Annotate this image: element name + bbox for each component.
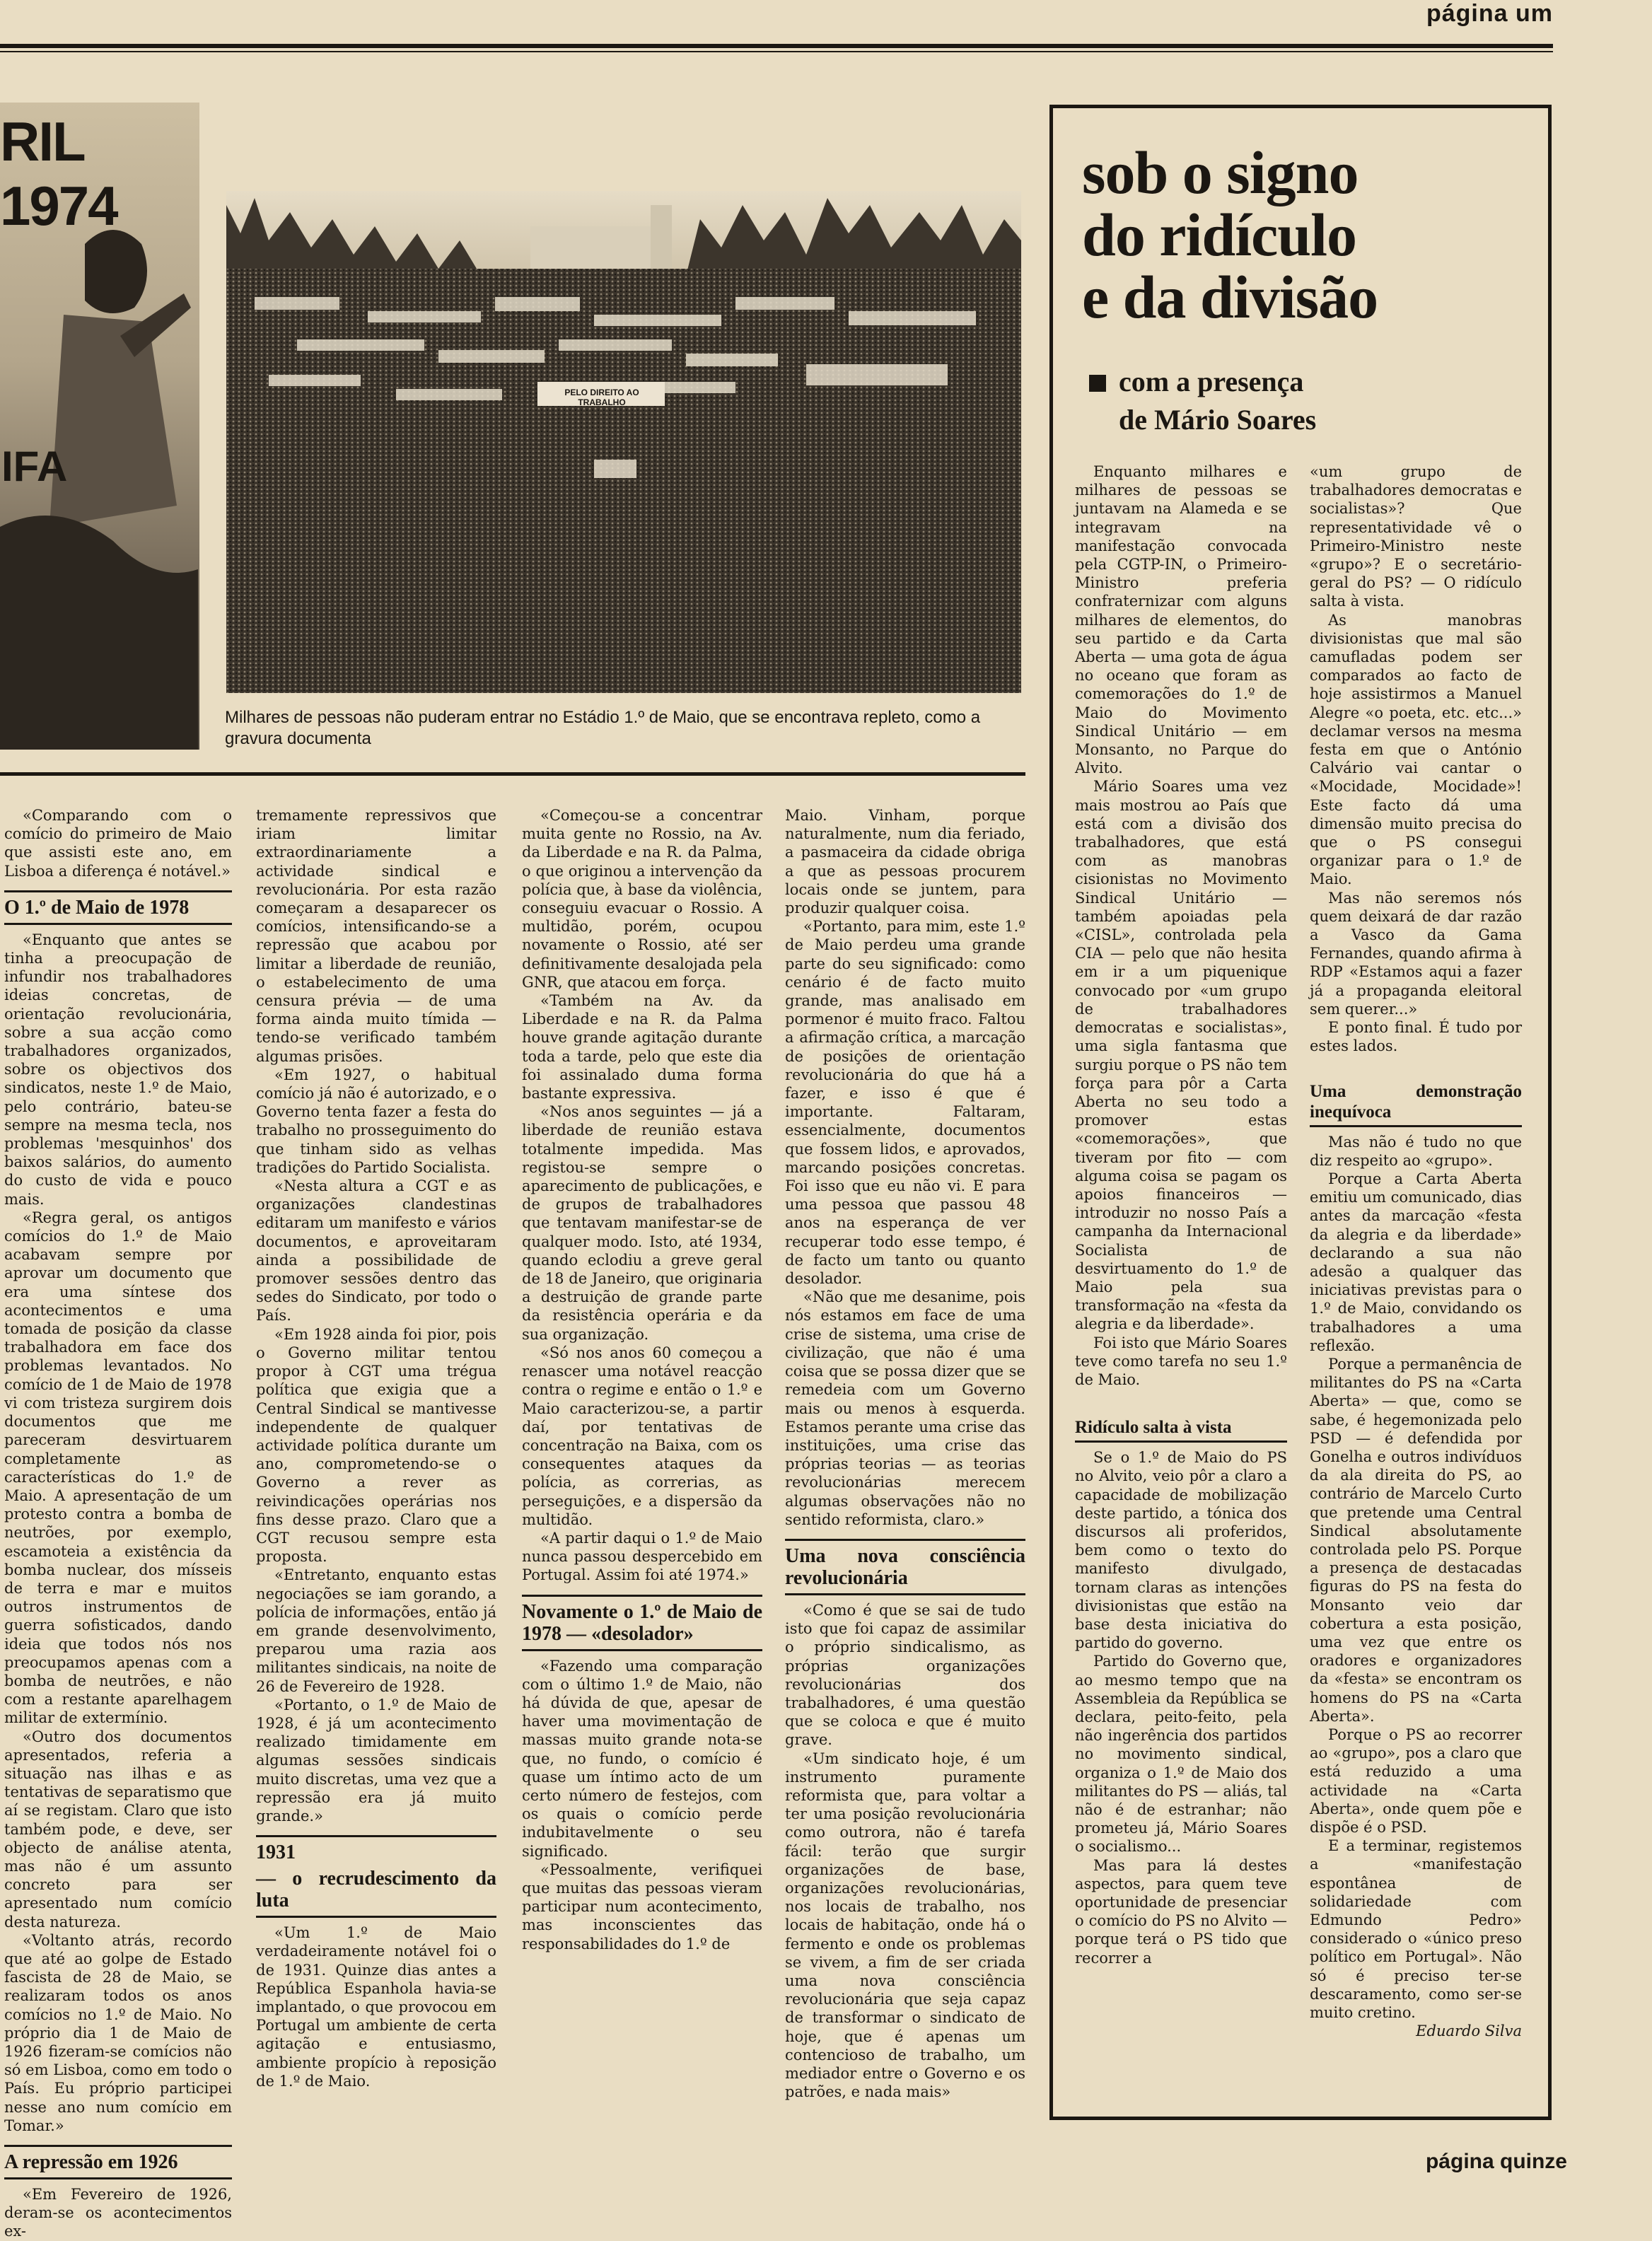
subhead-recrudescimento: — o recrudescimento da luta	[256, 1868, 496, 1918]
article-paragraph: «Outro dos documentos apresentados, referia a situação nas ilhas e as tentativas de separatismo que aí se registam. Claro que isto também pode, e deve, ser objecto de análise atenta, mas não é um assunto concreto para ser apresentado num comício desta natureza.	[4, 1728, 232, 1931]
article-paragraph: «Regra geral, os antigos comícios do 1.º de Maio acabavam sempre por aprovar um documento que era uma síntese dos acontecimentos e uma tomada de posição da classe trabalhadora em face dos problemas levantados. No comício de 1 de Maio de 1978 vi com tristeza surgirem dois documentos que me pareceram desvirtuarem completamente as características do 1.º de Maio. A apresentação de um protesto contra a bomba de neutrões, por exemplo, escamoteia a existência da bomba nuclear, dos mísseis de terra e mar e muitos outros instrumentos de guerra sofisticados, dando ideia que todos nós nos preocupamos apenas com a bomba de neutrões, e não com a restante aparelhagem militar de extermínio.	[4, 1209, 232, 1727]
feature-subtitle-line-2: de Mário Soares	[1119, 404, 1317, 436]
article-paragraph: «Não que me desanime, pois nós estamos em face de uma crise de sistema, uma crise de civilização, que não é uma coisa que se possa dizer que se remedeia com um Governo mais ou menos à esquerda. Estamos perante uma crise das instituições, uma crise das próprias teorias — as teorias revolucionárias merecem algumas observações não no sentido reformista, claro.»	[785, 1288, 1025, 1528]
feature-title-line-1: sob o signo	[1082, 139, 1359, 206]
page-label: página um	[1426, 0, 1553, 27]
top-rule-thin	[0, 51, 1553, 52]
article-paragraph: «Enquanto que antes se tinha a preocupação de infundir nos trabalhadores ideias concretas, de orientação revolucionária, sobre a sua acção como trabalhadores organizados, sobre os objectivos dos sindicatos, neste 1.º de Maio, pelo contrário, bateu-se sempre na mesma tecla, nos problemas 'mesquinhos' dos baixos salários, do aumento do custo de vida e pouco mais.	[4, 931, 232, 1208]
poster-text: RIL 1974	[0, 110, 117, 237]
subhead-demonstracao: Uma demonstração inequívoca	[1310, 1081, 1522, 1127]
article-paragraph: «Nesta altura a CGT e as organizações clandestinas editaram um manifesto e vários documentos, e aproveitaram ainda a possibilidade de promover sessões dentro das sedes do Sindicato, por todo o País.	[256, 1177, 496, 1325]
feature-paragraph: Mas não seremos nós quem deixará de dar razão a Vasco da Gama Fernandes, quando afirma à RDP «Estamos aqui a fazer já a propaganda eleitoral sem querer...»	[1310, 889, 1522, 1018]
article-paragraph: «Voltanto atrás, recordo que até ao golpe de Estado fascista de 28 de Maio, se realizaram todos os anos comícios no 1.º de Maio. No próprio dia 1 de Maio de 1926 fizeram-se comícios não só em Lisboa, como em todo o País. Eu próprio participei nesse ano num comício em Tomar.»	[4, 1931, 232, 2134]
subhead-1978: O 1.º de Maio de 1978	[4, 890, 232, 925]
feature-paragraph: E a terminar, registemos a «manifestação espontânea de solidariedade com Edmundo Pedro» considerado o «único preso político em Portugal». Não só é preciso ter-se descaramento, como ser-se muito cretino.	[1310, 1837, 1522, 2022]
article-paragraph: «Um 1.º de Maio verdadeiramente notável foi o de 1931. Quinze dias antes a República Espanhola havia-se implantado, o que provocou em Portugal um ambiente de certa agitação e entusiasmo, ambiente propício à reposição de 1.º de Maio.	[256, 1924, 496, 2090]
feature-paragraph: Porque o PS ao recorrer ao «grupo», pos a claro que está reduzido a uma actividade na «Carta Aberta», onde quem põe e dispõe é o PSD.	[1310, 1726, 1522, 1837]
bullet-square-icon	[1089, 375, 1106, 392]
subhead-nova-consciencia: Uma nova consciência revolucionária	[785, 1539, 1025, 1595]
feature-paragraph: Porque a Carta Aberta emitiu um comunicado, dias antes da marcação «festa da alegria e da liberdade» declarando a sua não adesão a qualquer das iniciativas previstas para o 1.º de Maio, convidando os trabalhadores a uma reflexão.	[1310, 1170, 1522, 1354]
article-paragraph: «Em 1927, o habitual comício já não é autorizado, e o Governo tenta fazer a festa do trabalho no prosseguimento do que tinham sido as velhas tradições do Partido Socialista.	[256, 1066, 496, 1176]
feature-title-line-3: e da divisão	[1082, 263, 1378, 331]
footer-page-label: página quinze	[1425, 2150, 1567, 2173]
feature-paragraph: Se o 1.º de Maio do PS no Alvito, veio pôr a claro a capacidade de mobilização deste partido, a tónica dos discursos ali proferidos, bem como o texto do manifesto divulgado, tornam claras as intenções divisionistas que estão na base desta iniciativa do partido do governo.	[1075, 1449, 1287, 1652]
feature-paragraph: Mas para lá destes aspectos, para quem teve oportunidade de presenciar o comício do PS no Alvito — porque terá o PS tido que recorrer a	[1075, 1856, 1287, 1967]
article-paragraph: «Também na Av. da Liberdade e na R. da Palma houve grande agitação durante toda a tarde, pelo que este dia foi assinalado duma forma bastante expressiva.	[522, 992, 762, 1102]
feature-col-right	[1310, 462, 1522, 2040]
article-paragraph: «Entretanto, enquanto estas negociações se iam gorando, a polícia de informações, então já em grande desenvolvimento, preparou uma razia aos militantes sindicais, na noite de 26 de Fevereiro de 1928.	[256, 1566, 496, 1695]
article-paragraph: «Portanto, para mim, este 1.º de Maio perdeu uma grande parte do seu significado: como cenário é de facto muito grande, mas analisado em pormenor é muito fraco. Faltou a afirmação crítica, a marcação de posições de orientação revolucionária do que há a fazer, e isso é que é importante. Faltaram, essencialmente, documentos que fossem lidos, e aprovados, marcando posições concretas. Foi isso que eu não vi. E para uma pessoa que passou 48 anos na esperança de ver recuperar todo esse tempo, é de facto um tanto ou quanto desolador.	[785, 918, 1025, 1288]
crowd-illustration	[226, 191, 1021, 693]
feature-paragraph: E ponto final. É tudo por estes lados.	[1310, 1019, 1522, 1055]
feature-paragraph: Mário Soares uma vez mais mostrou ao País que está com a divisão dos trabalhadores, que está com as manobras cisionistas no Movimento Sindical Unitário — também apoiadas pela «CISL», controlada pela CIA — pelo que não hesita em ir a um piquenique convocado por «um grupo de trabalhadores democratas e socialistas», uma sigla fantasma que surgiu porque o PS não tem força para pôr a Carta Aberta no seu todo a promover estas «comemorações», que tiveram por fito — com alguma coisa se pagam os apoios financeiros — introduzir no nosso País a campanha da Internacional Socialista de desvirtuamento do 1.º de Maio pela sua transformação na «festa da alegria e da liberdade».	[1075, 778, 1287, 1333]
author-signature: Eduardo Silva	[1416, 2022, 1522, 2040]
article-paragraph: «Comparando com o comício do primeiro de Maio que assisti este ano, em Lisboa a diferença é notável.»	[4, 807, 232, 880]
feature-paragraph: «um grupo de trabalhadores democratas e socialistas»? Que representatividade vê o Primeiro-Ministro neste «grupo»? E o secretário-geral do PS? — O ridículo salta à vista.	[1310, 463, 1522, 610]
banner-text: PELO DIREITO AO TRABALHO	[564, 388, 639, 407]
subhead-1931: 1931	[256, 1835, 496, 1868]
feature-title-line-2: do ridículo	[1082, 201, 1357, 269]
article-col-2	[256, 806, 496, 2090]
subhead-novamente: Novamente o 1.º de Maio de 1978 — «desolador»	[522, 1595, 762, 1651]
photo-caption: Milhares de pessoas não puderam entrar no Estádio 1.º de Maio, que se encontrava repleto, como a gravura documenta	[225, 708, 981, 748]
feature-paragraph: As manobras divisionistas que mal são camufladas podem ser comparados ao facto de hoje assistirmos a Manuel Alegre «o poeta, etc. etc...» declamar versos na mesma festa em que o António Calvário vai cantar o «Mocidade, Mocidade»! Este facto dá uma dimensão muito precisa do que o PS consegui organizar para o 1.º de Maio.	[1310, 611, 1522, 888]
article-paragraph: «Começou-se a concentrar muita gente no Rossio, na Av. da Liberdade e na R. da Palma, o que originou a intervenção da polícia que, à base da violência, conseguiu evacuar o Rossio. A multidão, porém, ocupou novamente o Rossio, até ser definitivamente desalojada pela GNR, que atacou em força.	[522, 807, 762, 991]
article-paragraph: «Nos anos seguintes — já a liberdade de reunião estava totalmente impedida. Mas registou-se sempre o aparecimento de publicações, e de grupos de trabalhadores que tentavam manifestar-se de qualquer modo. Isto, até 1934, quando eclodiu a greve geral de 18 de Janeiro, que originaria a destruição de grande parte da resistência operária e da sua organização.	[522, 1103, 762, 1343]
article-paragraph: «Em Fevereiro de 1926, deram-se os acontecimentos ex-	[4, 2186, 232, 2240]
poster-text-2: IFA	[1, 443, 68, 490]
article-paragraph: «Um sindicato hoje, é um instrumento puramente reformista que, para voltar a ter uma posição revolucionária como outrora, não é tarefa fácil: terão que surgir organizações de base, organizações revolucionárias, nos locais de trabalho, nos locais de habitação, onde há o fermento e onde os problemas se vivem, a fim de ser criada uma nova consciência revolucionária que seja capaz de transformar o sindicato de hoje, que é apenas um contencioso de trabalho, um mediador entre o Governo e os patrões, e nada mais»	[785, 1750, 1025, 2101]
feature-paragraph: Mas não é tudo no que diz respeito ao «grupo».	[1310, 1133, 1522, 1169]
article-paragraph: «Como é que se sai de tudo isto que foi capaz de assimilar o próprio sindicalismo, as próprias organizações revolucionárias dos trabalhadores, é uma questão que se coloca e que é muito grave.	[785, 1601, 1025, 1749]
caption-rule	[0, 772, 1025, 776]
article-paragraph: «Portanto, o 1.º de Maio de 1928, é já um acontecimento realizado timidamente em algumas sessões sindicais muito discretas, uma vez que a repressão era já muito grande.»	[256, 1696, 496, 1824]
article-paragraph: «Pessoalmente, verifiquei que muitas das pessoas vieram participar num acontecimento, mas inconscientes das responsabilidades do 1.º de	[522, 1861, 762, 1952]
article-paragraph: tremamente repressivos que iriam limitar extraordinariamente a actividade sindical e revolucionária. Por esta razão começaram a desaparecer os comícios, intensificando-se a repressão que acabou por limitar a liberdade de reunião, o estabelecimento de uma censura prévia — de uma forma ainda muito tímida — tendo-se verificado também algumas prisões.	[256, 807, 496, 1065]
crowd-photo	[226, 191, 1021, 693]
article-col-3	[522, 806, 762, 1953]
article-col-4	[785, 806, 1025, 2101]
feature-paragraph: Enquanto milhares e milhares de pessoas se juntavam na Alameda e se integravam na manifestação convocada pela CGTP-IN, o Primeiro-Ministro preferia confraternizar com alguns milhares de elementos, do seu partido e da Carta Aberta — uma gota de água no oceano que foram as comemorações do 1.º de Maio do Movimento Sindical Unitário — em Monsanto, no Parque do Alvito.	[1075, 463, 1287, 777]
top-rule	[0, 44, 1553, 48]
feature-subtitle-line-1: com a presença	[1119, 366, 1304, 397]
article-paragraph: «A partir daqui o 1.º de Maio nunca passou despercebido em Portugal. Assim foi até 1974.»	[522, 1529, 762, 1584]
subhead-repressao: A repressão em 1926	[4, 2145, 232, 2179]
article-col-1	[4, 806, 232, 2241]
feature-paragraph: Porque a permanência de militantes do PS na «Carta Aberta» — que, como se sabe, é hegemonizada pelo PSD — é defendida por Gonelha e outros indivíduos da ala direita do PS, ao contrário de Marcelo Curto que pretende uma Central Sindical absolutamente controlada pelo PS. Porque a presença de destacadas figuras do PS na festa do Monsanto veio dar cobertura a esta posição, uma vez que entre os oradores e organizadores da «festa» se encontram os homens do PS na «Carta Aberta».	[1310, 1355, 1522, 1725]
feature-paragraph: Foi isto que Mário Soares teve como tarefa no seu 1.º de Maio.	[1075, 1334, 1287, 1388]
feature-col-left	[1075, 462, 1287, 1967]
article-paragraph: «Em 1928 ainda foi pior, pois o Governo militar tentou propor à CGT uma trégua política que exigia que a Central Sindical se mantivesse independente de qualquer actividade política durante um ano, comprometendo-se o Governo a rever as reivindicações operárias nos fins desse prazo. Claro que a CGT recusou sempre esta proposta.	[256, 1325, 496, 1566]
article-paragraph: «Só nos anos 60 começou a renascer uma notável reacção contra o regime e então o 1.º e Maio caracterizou-se, a partir daí, por tentativas de concentração na Baixa, com os consequentes ataques da polícia, as correrias, as perseguições, e a dispersão da multidão.	[522, 1344, 762, 1528]
poster-photo	[0, 103, 199, 750]
article-paragraph: «Fazendo uma comparação com o último 1.º de Maio, não há dúvida de que, apesar de haver uma movimentação de massas muito grande nota-se que, no fundo, o comício é quase um íntimo acto de um certo número de festejos, com os quais o comício perde indubitavelmente o seu significado.	[522, 1657, 762, 1860]
subhead-ridiculo: Ridículo salta à vista	[1075, 1417, 1287, 1443]
feature-paragraph: Partido do Governo que, ao mesmo tempo que na Assembleia da República se declara, peito-feito, pela não ingerência dos partidos no movimento sindical, organiza o 1.º de Maio dos militantes do PS — aliás, tal não é de estranhar; não prometeu já, Mário Soares o socialismo...	[1075, 1653, 1287, 1856]
article-paragraph: Maio. Vinham, porque naturalmente, num dia feriado, a pasmaceira da cidade obriga a que as pessoas procurem locais onde se juntem, para produzir qualquer coisa.	[785, 807, 1025, 917]
